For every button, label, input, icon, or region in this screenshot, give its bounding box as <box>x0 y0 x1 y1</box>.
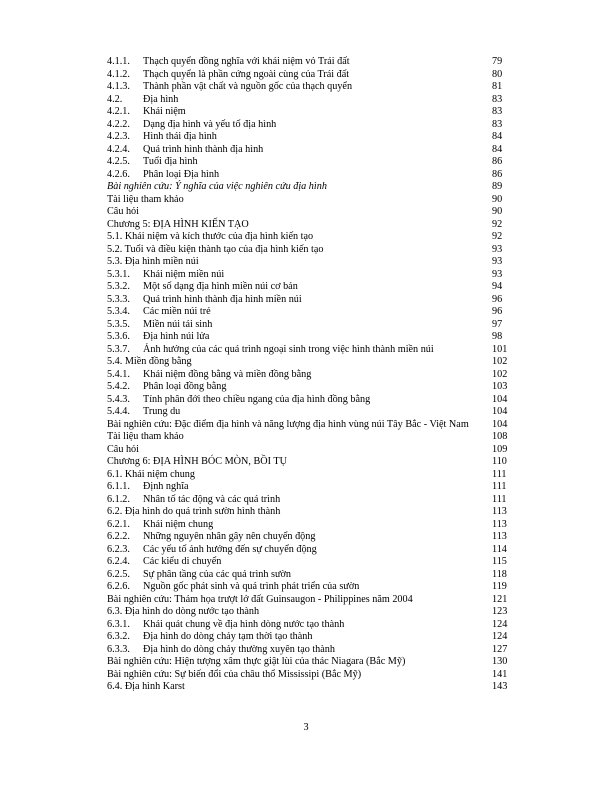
toc-entry-page: 111 <box>492 468 507 480</box>
page-number: 3 <box>303 722 309 733</box>
toc-entry-title: 5.3. Địa hình miền núi <box>107 256 199 267</box>
toc-entry-title: Miền núi tái sinh <box>143 318 213 330</box>
toc-entry-number: 4.2.5. <box>107 156 130 167</box>
toc-entry <box>107 119 519 132</box>
toc-entry-title: 6.4. Địa hình Karst <box>107 681 185 692</box>
toc-entry-title: 6.3. Địa hình do dòng nước tạo thành <box>107 606 260 617</box>
toc-entry-title: Định nghĩa <box>143 481 189 492</box>
toc-entry <box>107 331 519 344</box>
toc-entry <box>107 381 519 394</box>
toc-entry-title: Bài nghiên cứu: Hiện tượng xâm thực giật lùi của thác Niagara (Bắc Mỹ) <box>107 656 406 667</box>
toc-entry-number: 4.2.4. <box>107 143 130 155</box>
toc-entry <box>107 519 519 532</box>
toc-entry-page: 102 <box>492 368 508 380</box>
toc-entry <box>107 269 519 282</box>
toc-entry-page: 108 <box>492 431 508 442</box>
toc-entry-title: Dạng địa hình và yếu tố địa hình <box>143 118 277 130</box>
toc-entry <box>107 356 519 369</box>
toc-entry-page: 93 <box>492 268 503 280</box>
toc-entry-page: 98 <box>492 331 503 342</box>
toc-entry-title: Sự phân tầng của các quá trình sườn <box>143 568 291 580</box>
toc-entry <box>107 244 519 257</box>
toc-entry <box>107 569 519 582</box>
toc-entry-page: 94 <box>492 281 503 292</box>
toc-entry-page: 113 <box>492 506 507 517</box>
toc-entry-page: 104 <box>492 406 508 417</box>
toc-entry-number: 4.1.3. <box>107 81 130 92</box>
toc-entry-page: 84 <box>492 143 503 155</box>
toc-entry-page: 141 <box>492 668 508 680</box>
toc-entry <box>107 81 519 94</box>
toc-entry-page: 92 <box>492 218 503 230</box>
toc-entry-page: 130 <box>492 656 508 667</box>
toc-entry-title: Địa hình núi lửa <box>143 331 210 342</box>
toc-entry-page: 83 <box>492 106 503 117</box>
toc-entry-number: 4.1.2. <box>107 68 130 80</box>
toc-entry-title: Các kiểu di chuyển <box>143 556 222 567</box>
toc-entry-number: 4.1.1. <box>107 56 130 67</box>
toc-entry <box>107 369 519 382</box>
toc-entry <box>107 131 519 144</box>
toc-entry-page: 111 <box>492 481 507 492</box>
toc-entry-number: 5.3.7. <box>107 343 130 355</box>
toc-entry-title: Khái quát chung về địa hình dòng nước tạo thành <box>143 618 345 630</box>
toc-entry-page: 111 <box>492 493 507 505</box>
toc-entry-title: Ảnh hưởng của các quá trình ngoại sinh trong việc hình thành miền núi <box>143 343 434 355</box>
toc-entry-number: 5.3.1. <box>107 268 130 280</box>
toc-entry-page: 89 <box>492 181 503 192</box>
toc-entry <box>107 394 519 407</box>
toc-entry-title: Tài liệu tham khảo <box>107 193 184 205</box>
toc-entry <box>107 444 519 457</box>
toc-entry <box>107 531 519 544</box>
toc-entry-page: 110 <box>492 456 507 467</box>
toc-entry-title: Bài nghiên cứu: Ý nghĩa của việc nghiên cứu địa hình <box>107 181 327 192</box>
toc-entry-number: 4.2.6. <box>107 168 130 180</box>
toc-entry-page: 113 <box>492 518 507 530</box>
toc-entry-number: 6.2.2. <box>107 531 130 542</box>
toc-entry-number: 5.3.4. <box>107 306 130 317</box>
toc-entry-number: 4.2.3. <box>107 131 130 142</box>
toc-entry <box>107 169 519 182</box>
toc-entry-number: 6.2.3. <box>107 543 130 555</box>
toc-entry-title: Khái niệm đồng bằng và miền đồng bằng <box>143 368 312 380</box>
toc-entry-number: 5.3.2. <box>107 281 130 292</box>
toc-entry <box>107 631 519 644</box>
toc-entry <box>107 581 519 594</box>
toc-entry <box>107 206 519 219</box>
toc-entry-number: 6.2.5. <box>107 568 130 580</box>
toc-entry-page: 109 <box>492 443 508 455</box>
toc-entry-page: 143 <box>492 681 508 692</box>
toc-entry-title: Quá trình hình thành địa hình <box>143 143 264 155</box>
toc-entry-title: Các miền núi trẻ <box>143 306 211 317</box>
toc-entry-title: Trung du <box>143 406 181 417</box>
toc-entry <box>107 144 519 157</box>
toc-entry-title: Câu hỏi <box>107 206 139 217</box>
toc-entry <box>107 319 519 332</box>
toc-entry-page: 80 <box>492 68 503 80</box>
toc-entry <box>107 481 519 494</box>
toc-entry-number: 5.4.2. <box>107 381 130 392</box>
toc-entry-title: Bài nghiên cứu: Thảm họa trượt lở đất Guinsaugon - Philippines năm 2004 <box>107 593 413 605</box>
toc-entry <box>107 294 519 307</box>
toc-entry-title: Tính phân đới theo chiều ngang của địa hình đồng bằng <box>143 393 371 405</box>
toc-entry-title: 6.1. Khái niệm chung <box>107 468 195 480</box>
toc-entry <box>107 506 519 519</box>
toc-entry-page: 83 <box>492 93 503 105</box>
toc-entry-number: 6.3.3. <box>107 643 130 655</box>
toc-entry <box>107 456 519 469</box>
toc-entry-number: 6.2.4. <box>107 556 130 567</box>
table-of-contents <box>107 56 519 694</box>
toc-entry <box>107 606 519 619</box>
toc-entry <box>107 594 519 607</box>
toc-entry <box>107 106 519 119</box>
toc-entry-page: 103 <box>492 381 508 392</box>
toc-entry <box>107 656 519 669</box>
toc-entry-title: Địa hình do dòng chảy tạm thời tạo thành <box>143 631 313 642</box>
toc-entry-title: Khái niệm chung <box>143 518 214 530</box>
toc-entry-page: 96 <box>492 293 503 305</box>
toc-entry <box>107 544 519 557</box>
toc-entry-number: 4.2.1. <box>107 106 130 117</box>
toc-entry <box>107 219 519 232</box>
toc-entry-title: Bài nghiên cứu: Sự biến đổi của châu thổ Mississipi (Bắc Mỹ) <box>107 668 362 680</box>
toc-entry-number: 5.3.3. <box>107 293 130 305</box>
toc-entry-title: 5.1. Khái niệm và kích thước của địa hình kiến tạo <box>107 231 314 242</box>
toc-entry-page: 96 <box>492 306 503 317</box>
toc-entry-page: 97 <box>492 318 503 330</box>
toc-entry-number: 6.1.2. <box>107 493 130 505</box>
toc-entry-title: Địa hình <box>143 93 179 105</box>
toc-entry <box>107 156 519 169</box>
toc-entry-number: 6.1.1. <box>107 481 130 492</box>
toc-entry-title: Khái niệm <box>143 106 186 117</box>
toc-entry <box>107 494 519 507</box>
toc-entry-title: Tài liệu tham khảo <box>107 431 184 442</box>
toc-entry-number: 5.3.6. <box>107 331 130 342</box>
toc-entry <box>107 681 519 694</box>
toc-entry <box>107 644 519 657</box>
toc-entry-title: Thạch quyển là phần cứng ngoài cùng của Trái đất <box>143 68 350 80</box>
toc-entry-title: Tuổi địa hình <box>143 156 198 167</box>
toc-entry-page: 124 <box>492 618 508 630</box>
toc-entry-number: 5.3.5. <box>107 318 130 330</box>
toc-entry <box>107 306 519 319</box>
toc-entry-number: 6.2.6. <box>107 581 130 592</box>
toc-entry-number: 4.2. <box>107 93 123 105</box>
toc-entry <box>107 69 519 82</box>
toc-entry-number: 6.2.1. <box>107 518 130 530</box>
toc-entry-number: 5.4.3. <box>107 393 130 405</box>
toc-entry-page: 93 <box>492 243 503 255</box>
toc-entry <box>107 406 519 419</box>
toc-entry-page: 83 <box>492 118 503 130</box>
toc-entry-title: Nguồn gốc phát sinh và quá trình phát triển của sườn <box>143 581 360 592</box>
toc-entry-page: 119 <box>492 581 507 592</box>
toc-entry-title: Nhân tố tác động và các quá trình <box>143 493 281 505</box>
toc-entry-title: 5.4. Miền đồng bằng <box>107 356 192 367</box>
toc-entry-page: 90 <box>492 193 503 205</box>
toc-entry-title: Các yếu tố ảnh hưởng đến sự chuyển động <box>143 543 317 555</box>
toc-entry <box>107 56 519 69</box>
toc-entry-number: 4.2.2. <box>107 118 130 130</box>
toc-entry-title: Địa hình do dòng chảy thường xuyên tạo thành <box>143 643 335 655</box>
toc-entry <box>107 281 519 294</box>
toc-entry-page: 90 <box>492 206 503 217</box>
toc-entry-page: 93 <box>492 256 503 267</box>
toc-entry <box>107 231 519 244</box>
toc-entry-title: Bài nghiên cứu: Đặc điểm địa hình và năng lượng địa hình vùng núi Tây Bắc - Việt Nam <box>107 418 469 430</box>
toc-entry-page: 104 <box>492 393 508 405</box>
toc-entry-number: 5.4.4. <box>107 406 130 417</box>
toc-entry-title: 5.2. Tuổi và điều kiện thành tạo của địa hình kiến tạo <box>107 243 324 255</box>
toc-entry-page: 115 <box>492 556 507 567</box>
toc-entry-page: 102 <box>492 356 508 367</box>
toc-entry-number: 6.3.2. <box>107 631 130 642</box>
toc-entry <box>107 469 519 482</box>
toc-entry-page: 84 <box>492 131 503 142</box>
toc-entry-title: Một số dạng địa hình miền núi cơ bản <box>143 281 298 292</box>
toc-entry-page: 113 <box>492 531 507 542</box>
toc-entry-title: Phân loại đồng bằng <box>143 381 227 392</box>
toc-entry <box>107 94 519 107</box>
toc-entry-title: Chương 6: ĐỊA HÌNH BÓC MÒN, BỒI TỤ <box>107 456 287 467</box>
toc-entry <box>107 431 519 444</box>
toc-entry-page: 127 <box>492 643 508 655</box>
toc-entry <box>107 556 519 569</box>
toc-entry-page: 118 <box>492 568 507 580</box>
toc-entry-page: 92 <box>492 231 503 242</box>
toc-entry <box>107 419 519 432</box>
toc-entry-number: 5.4.1. <box>107 368 130 380</box>
toc-entry <box>107 344 519 357</box>
toc-entry-page: 114 <box>492 543 507 555</box>
toc-entry-title: Khái niệm miền núi <box>143 268 225 280</box>
toc-entry-title: Quá trình hình thành địa hình miền núi <box>143 293 302 305</box>
toc-entry <box>107 256 519 269</box>
toc-entry <box>107 194 519 207</box>
toc-entry-title: Chương 5: ĐỊA HÌNH KIẾN TẠO <box>107 218 249 230</box>
toc-entry-title: Hình thái địa hình <box>143 131 217 142</box>
toc-entry <box>107 619 519 632</box>
toc-entry <box>107 181 519 194</box>
toc-entry-title: Câu hỏi <box>107 443 139 455</box>
toc-entry-title: Những nguyên nhân gây nên chuyển động <box>143 531 316 542</box>
toc-entry-title: Thạch quyển đồng nghĩa với khái niệm vỏ Trái đất <box>143 56 350 67</box>
toc-entry-page: 79 <box>492 56 503 67</box>
toc-entry-page: 121 <box>492 593 508 605</box>
toc-entry-title: 6.2. Địa hình do quá trình sườn hình thành <box>107 506 281 517</box>
toc-entry-page: 101 <box>492 343 508 355</box>
toc-entry-page: 86 <box>492 168 503 180</box>
toc-entry-page: 86 <box>492 156 503 167</box>
toc-entry <box>107 669 519 682</box>
toc-entry-page: 104 <box>492 418 508 430</box>
toc-entry-page: 123 <box>492 606 508 617</box>
toc-entry-page: 81 <box>492 81 503 92</box>
toc-entry-page: 124 <box>492 631 508 642</box>
toc-entry-title: Thành phần vật chất và nguồn gốc của thạch quyển <box>143 81 353 92</box>
toc-entry-title: Phân loại Địa hình <box>143 168 220 180</box>
toc-entry-number: 6.3.1. <box>107 618 130 630</box>
